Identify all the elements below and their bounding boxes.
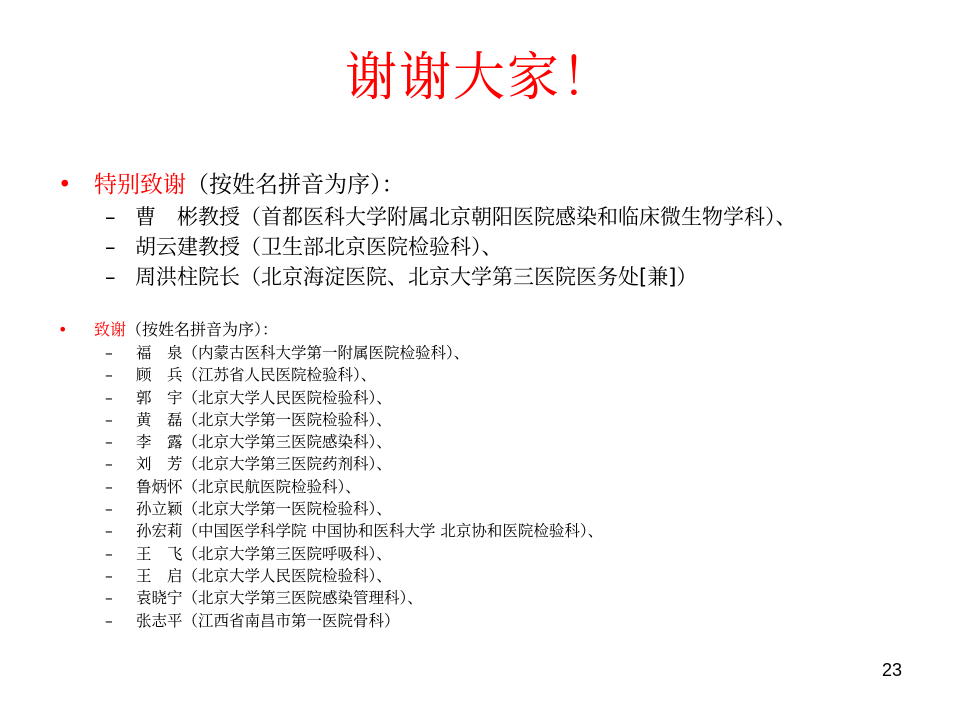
dash-icon: –: [105, 566, 113, 585]
list-item: – 黄 磊（北京大学第一医院检验科）、: [105, 409, 603, 431]
dash-icon: –: [105, 344, 113, 362]
list-item: – 王 飞（北京大学第三医院呼吸科）、: [105, 543, 603, 565]
special-thanks-heading: [58, 168, 797, 202]
list-item: – 鲁炳怀（北京民航医院检验科）、: [105, 476, 603, 498]
special-thanks-list: [58, 202, 797, 292]
dash-icon: –: [105, 544, 113, 563]
thanks-label: 致谢: [94, 320, 127, 339]
list-item: – 张志平（江西省南昌市第一医院骨科）: [105, 610, 603, 632]
dash-icon: –: [105, 433, 113, 452]
list-item: – 曹 彬教授（首都医科大学附属北京朝阳医院感染和临床微生物学科）、: [105, 202, 797, 232]
dash-icon: –: [105, 500, 113, 519]
dash-icon: –: [105, 455, 113, 474]
special-thanks-section: [58, 168, 797, 292]
dash-icon: –: [105, 589, 113, 608]
thanks-heading: [58, 318, 603, 342]
bullet-icon: •: [58, 320, 68, 339]
dash-icon: –: [105, 410, 113, 429]
special-thanks-note: （按姓名拼音为序）：: [186, 172, 405, 198]
dash-icon: –: [105, 366, 113, 385]
special-thanks-label: 特别致谢: [94, 172, 186, 198]
page-number: 23: [882, 660, 903, 680]
list-item: – 胡云建教授（卫生部北京医院检验科）、: [105, 232, 797, 262]
list-item: – 周洪柱院长（北京海淀医院、北京大学第三医院医务处[兼]）: [105, 262, 797, 292]
slide-title: 谢谢大家！: [344, 48, 615, 108]
list-item: – 福 泉（内蒙古医科大学第一附属医院检验科）、: [105, 342, 603, 364]
list-item: – 郭 宇（北京大学人民医院检验科）、: [105, 387, 603, 409]
dash-icon: –: [105, 205, 116, 229]
dash-icon: –: [105, 265, 116, 289]
list-item: – 顾 兵（江苏省人民医院检验科）、: [105, 364, 603, 386]
bullet-icon: •: [58, 172, 72, 198]
list-item: – 孙宏莉（中国医学科学院 中国协和医科大学 北京协和医院检验科）、: [105, 520, 603, 542]
list-item: – 刘 芳（北京大学第三医院药剂科）、: [105, 453, 603, 475]
thanks-list: [58, 342, 603, 632]
dash-icon: –: [105, 235, 116, 259]
list-item: – 李 露（北京大学第三医院感染科）、: [105, 431, 603, 453]
list-item: – 王 启（北京大学人民医院检验科）、: [105, 565, 603, 587]
list-item: – 袁晓宁（北京大学第三医院感染管理科）、: [105, 587, 603, 609]
dash-icon: –: [105, 388, 113, 407]
dash-icon: –: [105, 477, 113, 496]
dash-icon: –: [105, 611, 113, 630]
list-item: – 孙立颖（北京大学第一医院检验科）、: [105, 498, 603, 520]
thanks-note: （按姓名拼音为序）：: [126, 320, 279, 339]
dash-icon: –: [105, 522, 113, 541]
thanks-section: [58, 318, 603, 632]
